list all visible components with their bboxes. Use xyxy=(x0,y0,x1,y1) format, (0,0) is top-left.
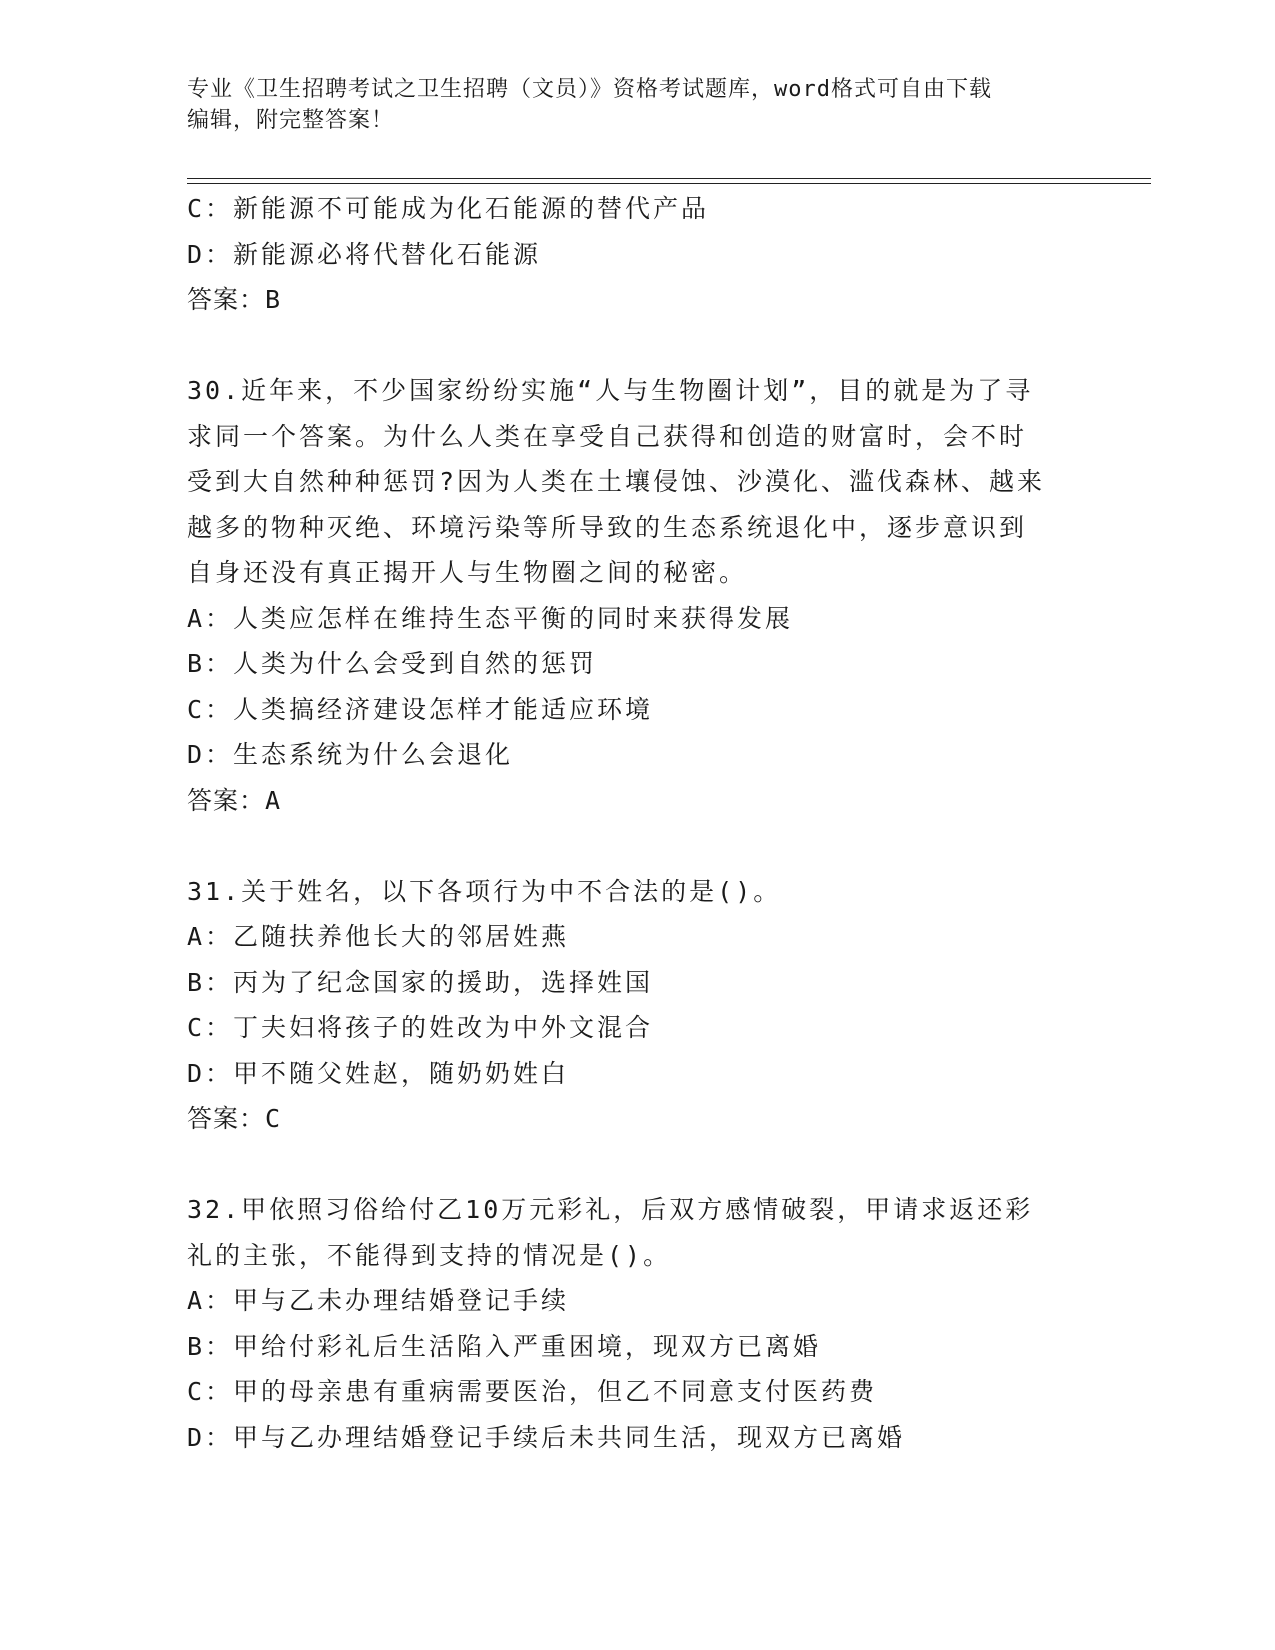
question-text-line: 越多的物种灭绝、环境污染等所导致的生态系统退化中，逐步意识到 xyxy=(187,512,1028,542)
spacer xyxy=(187,323,1087,369)
option-line: A：人类应怎样在维持生态平衡的同时来获得发展 xyxy=(187,603,794,633)
question-text-line: 31.关于姓名，以下各项行为中不合法的是()。 xyxy=(187,876,782,906)
answer-value: C xyxy=(265,1104,282,1133)
option-line: C：丁夫妇将孩子的姓改为中外文混合 xyxy=(187,1013,654,1042)
option-line: A：甲与乙未办理结婚登记手续 xyxy=(187,1286,570,1315)
question-text-line: 求同一个答案。为什么人类在享受自己获得和创造的财富时，会不时 xyxy=(187,421,1028,451)
option-line: C：人类搞经济建设怎样才能适应环境 xyxy=(187,694,654,724)
answer-line xyxy=(187,1096,1087,1142)
header-rule-bottom xyxy=(187,183,1151,184)
question-text-line: 30.近年来，不少国家纷纷实施“人与生物圈计划”，目的就是为了寻 xyxy=(187,376,1034,405)
spacer xyxy=(187,1142,1087,1188)
question-text-line: 受到大自然种种惩罚?因为人类在土壤侵蚀、沙漠化、滥伐森林、越来 xyxy=(187,467,1046,496)
header-line-2: 编辑，附完整答案！ xyxy=(187,108,395,133)
answer-line xyxy=(187,277,1087,323)
option-line: C：新能源不可能成为化石能源的替代产品 xyxy=(187,194,710,223)
option-line: D：新能源必将代替化石能源 xyxy=(187,239,542,269)
option-line: B：丙为了纪念国家的援助，选择姓国 xyxy=(187,967,654,997)
option-line: C：甲的母亲患有重病需要医治，但乙不同意支付医药费 xyxy=(187,1377,878,1406)
answer-value: A xyxy=(265,785,282,815)
option-line: B：人类为什么会受到自然的惩罚 xyxy=(187,649,598,678)
question-text-line: 自身还没有真正揭开人与生物圈之间的秘密。 xyxy=(187,558,748,587)
option-line: D：甲与乙办理结婚登记手续后未共同生活，现双方已离婚 xyxy=(187,1422,906,1452)
answer-label: 答案： xyxy=(187,785,266,815)
question-content xyxy=(187,186,1087,1460)
question-text-line: 32.甲依照习俗给付乙10万元彩礼，后双方感情破裂，甲请求返还彩 xyxy=(187,1195,1034,1224)
option-line: B：甲给付彩礼后生活陷入严重困境，现双方已离婚 xyxy=(187,1331,822,1361)
option-line: A：乙随扶养他长大的邻居姓燕 xyxy=(187,922,570,951)
header-rule-top xyxy=(187,178,1151,179)
answer-label: 答案： xyxy=(187,1104,266,1133)
header-line-1: 专业《卫生招聘考试之卫生招聘（文员）》资格考试题库，word格式可自由下载 xyxy=(187,77,992,102)
option-line: D：甲不随父姓赵，随奶奶姓白 xyxy=(187,1058,570,1088)
answer-line xyxy=(187,778,1087,824)
document-header xyxy=(187,74,1067,136)
option-line: D：生态系统为什么会退化 xyxy=(187,740,514,769)
spacer xyxy=(187,823,1087,869)
answer-value: B xyxy=(265,285,282,314)
question-text-line: 礼的主张，不能得到支持的情况是()。 xyxy=(187,1240,672,1270)
answer-label: 答案： xyxy=(187,285,266,314)
